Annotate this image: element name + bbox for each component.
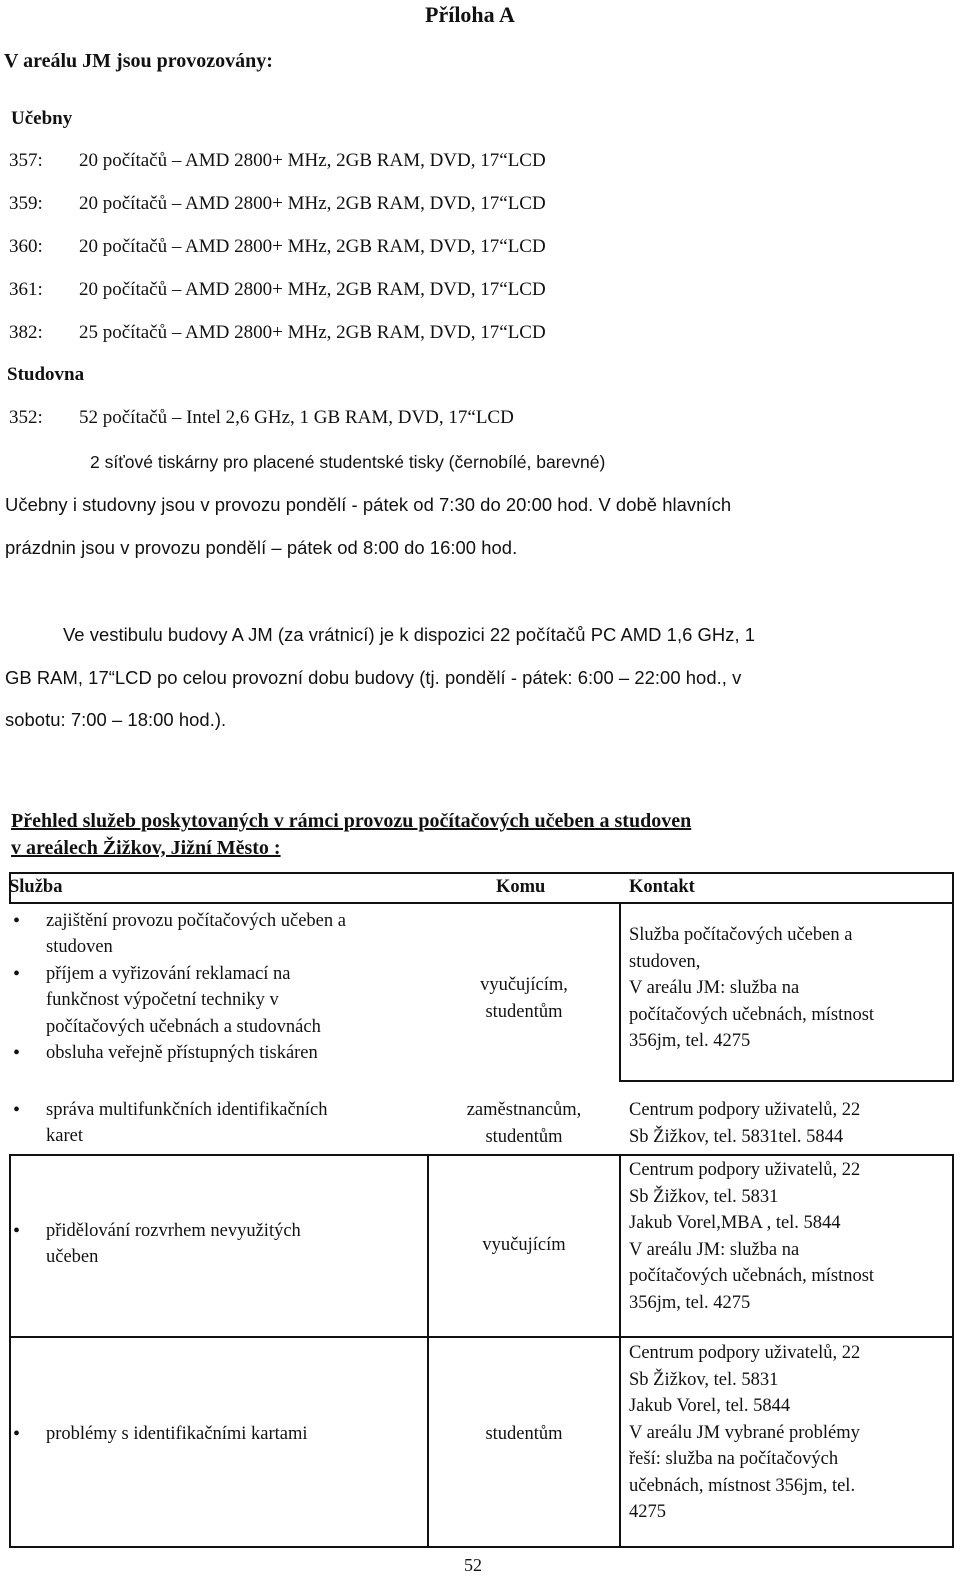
contact-line: učebnách, místnost 356jm, tel.: [629, 1475, 856, 1496]
table-row: [9, 908, 427, 1078]
service-item-line: příjem a vyřizování reklamací na: [46, 964, 291, 984]
table-border-left: [9, 1154, 11, 1548]
contact-line: počítačových učebnách, místnost: [629, 1266, 875, 1286]
service-item-line: počítačových učebnách a studovnách: [46, 1017, 321, 1037]
contact-line: řeší: služba na počítačových: [629, 1449, 839, 1469]
contact-line: Služba počítačových učeben a: [629, 925, 853, 945]
contact-line: studoven,: [629, 951, 701, 972]
section-study: Studovna: [7, 364, 85, 385]
service-item-line: učeben: [46, 1247, 99, 1267]
overview-title-line-1: Přehled služeb poskytovaných v rámci provozu počítačových učeben a studoven: [11, 810, 692, 832]
table-row-divider: [9, 1336, 954, 1338]
table-header-divider: [9, 902, 954, 904]
contact-line: Jakub Vorel, tel. 5844: [629, 1396, 791, 1416]
service-item-line: obsluha veřejně přístupných tiskáren: [46, 1043, 318, 1063]
service-item-line: problémy s identifikačními kartami: [46, 1424, 308, 1444]
contact-line: V areálu JM vybrané problémy: [629, 1422, 860, 1443]
annex-label: Příloha A: [425, 2, 515, 27]
hours-line-2: prázdnin jsou v provozu pondělí – pátek od 8:00 do 16:00 hod.: [5, 537, 518, 558]
vestibule-line-2: GB RAM, 17“LCD po celou provozní dobu budovy (tj. pondělí - pátek: 6:00 – 22:00 hod., v: [5, 667, 742, 688]
to-whom-cell: [429, 972, 619, 1025]
service-item-line: přidělování rozvrhem nevyužitých: [46, 1221, 301, 1241]
contact-line: počítačových učebnách, místnost: [629, 1004, 875, 1025]
contact-cell: [629, 1157, 874, 1316]
table-border-right: [952, 872, 954, 902]
header-service: Služba: [9, 877, 63, 897]
study-id: 352:: [9, 407, 43, 428]
service-item-line: zajištění provozu počítačových učeben a: [46, 911, 346, 931]
contact-line: Centrum podpory uživatelů, 22: [629, 1100, 861, 1120]
vestibule-line-3: sobotu: 7:00 – 18:00 hod.).: [5, 709, 227, 730]
service-item-line: funkčnost výpočetní techniky v: [46, 990, 279, 1010]
services-table: [9, 872, 954, 1548]
vestibule-line-1: Ve vestibulu budovy A JM (za vrátnicí) je k dispozici 22 počítačů PC AMD 1,6 GHz, 1: [63, 624, 756, 645]
table-border-right: [952, 1154, 954, 1548]
contact-line: 4275: [629, 1502, 666, 1522]
classroom-id: 359:: [9, 193, 43, 214]
printers-line: 2 síťové tiskárny pro placené studentské tisky (černobílé, barevné): [90, 452, 606, 472]
contact-line: Jakub Vorel,MBA , tel. 5844: [629, 1213, 841, 1233]
contact-line: Centrum podpory uživatelů, 22: [629, 1160, 861, 1180]
to-whom-cell: [429, 1097, 619, 1150]
contact-cell: [629, 1340, 860, 1526]
classroom-desc: 20 počítačů – AMD 2800+ MHz, 2GB RAM, DVD, 17“LCD: [79, 279, 546, 300]
header-to-whom: Komu: [496, 877, 546, 897]
overview-title-line-2: v areálech Žižkov, Jižní Město :: [11, 837, 281, 859]
contact-line: 356jm, tel. 4275: [629, 1031, 751, 1051]
contact-line: V areálu JM: služba na: [629, 978, 800, 998]
contact-line: Sb Žižkov, tel. 5831: [629, 1369, 779, 1390]
table-col-divider: [619, 1154, 621, 1548]
classroom-desc: 25 počítačů – AMD 2800+ MHz, 2GB RAM, DVD, 17“LCD: [79, 322, 546, 343]
table-border-bottom: [9, 1546, 954, 1548]
table-border-top: [9, 872, 954, 874]
to-whom-line: studentům: [485, 1126, 563, 1147]
page-number: 52: [464, 1555, 482, 1575]
classroom-desc: 20 počítačů – AMD 2800+ MHz, 2GB RAM, DVD, 17“LCD: [79, 193, 546, 214]
service-item-line: karet: [46, 1126, 83, 1146]
contact-line: Centrum podpory uživatelů, 22: [629, 1343, 861, 1363]
classroom-desc: 20 počítačů – AMD 2800+ MHz, 2GB RAM, DVD, 17“LCD: [79, 236, 546, 257]
classroom-desc: 20 počítačů – AMD 2800+ MHz, 2GB RAM, DVD, 17“LCD: [79, 150, 546, 171]
study-desc: 52 počítačů – Intel 2,6 GHz, 1 GB RAM, DVD, 17“LCD: [79, 407, 514, 428]
page-heading: V areálu JM jsou provozovány:: [4, 50, 273, 72]
classroom-id: 361:: [9, 279, 43, 300]
section-classrooms: Učebny: [11, 108, 73, 129]
contact-line: Sb Žižkov, tel. 5831: [629, 1186, 779, 1207]
classroom-id: 360:: [9, 236, 43, 257]
to-whom-cell: [429, 1232, 619, 1259]
table-contact-divider: [619, 1080, 954, 1082]
contact-line: 356jm, tel. 4275: [629, 1292, 751, 1313]
to-whom-line: studentům: [485, 1001, 563, 1022]
header-contact: Kontakt: [629, 877, 695, 897]
contact-cell: [629, 1097, 860, 1150]
table-row-divider: [9, 1154, 954, 1156]
table-col-divider: [427, 1154, 429, 1548]
to-whom-cell: [429, 1421, 619, 1448]
contact-line: Sb Žižkov, tel. 5831tel. 5844: [629, 1126, 844, 1147]
table-border-right: [952, 902, 954, 1082]
contact-cell: [629, 922, 874, 1055]
to-whom-line: studentům: [485, 1424, 563, 1444]
service-item-line: studoven: [46, 937, 113, 957]
to-whom-line: zaměstnancům,: [466, 1100, 582, 1120]
classroom-id: 382:: [9, 322, 43, 343]
to-whom-line: vyučujícím: [482, 1235, 566, 1255]
service-item-line: správa multifunkčních identifikačních: [46, 1100, 328, 1120]
classroom-id: 357:: [9, 150, 43, 171]
table-col-divider: [619, 902, 621, 1082]
hours-line-1: Učebny i studovny jsou v provozu pondělí - pátek od 7:30 do 20:00 hod. V době hlavních: [5, 494, 732, 515]
to-whom-line: vyučujícím,: [480, 975, 568, 995]
contact-line: V areálu JM: služba na: [629, 1239, 800, 1260]
